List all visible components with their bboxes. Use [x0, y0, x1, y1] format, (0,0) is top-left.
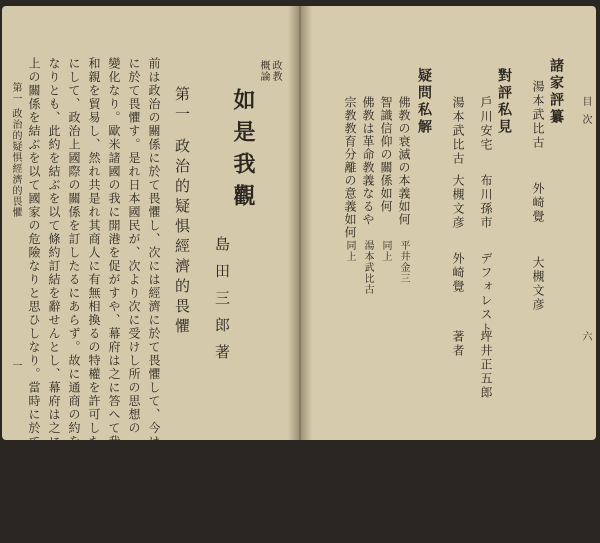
right-page-number: 六	[580, 331, 591, 342]
body-line: 變化なり。歐米諸國の我に開港を促がすや、幕府は之に答へて我國古來	[107, 57, 121, 489]
toc-entry: 著者	[451, 330, 465, 358]
toc-heading: 對評私見	[496, 68, 512, 136]
body-line: なりとも、此約を結ぶを以て條約訂結を辭せんとし、幕府は之に答へて我國政治	[47, 57, 61, 543]
toc-heading: 疑問私解	[416, 68, 432, 136]
toc-entry: 大槻文彦	[451, 174, 465, 230]
book-gutter	[288, 6, 312, 440]
left-page-number: 一	[10, 360, 21, 371]
body-line: に於て畏懼す。是れ日本國民が、次より次に受けし所の思想の	[127, 57, 141, 435]
toc-entry: 大槻文彦	[531, 256, 545, 312]
title-prefix-a: 政教	[270, 60, 281, 82]
article-title: 如是我觀	[230, 88, 256, 216]
toc-entry: 布川孫市	[479, 174, 493, 230]
title-prefix-b: 概論	[258, 60, 269, 82]
toc-entry: 湯本武比古	[531, 80, 545, 150]
toc-entry: 外崎覺	[531, 182, 545, 224]
author-name: 島田三郎著	[213, 236, 231, 371]
toc-entry-author: 湯本武比古	[362, 240, 373, 295]
toc-label: 目次	[580, 96, 591, 132]
body-line: 和親を貿易し、然れ共是れ其商人に有無相換るの特權を許可したる者	[87, 57, 101, 476]
toc-entry: デフォレスト	[479, 252, 493, 336]
toc-entry-author: 平井金三	[398, 240, 409, 284]
toc-heading: 諸家評纂	[548, 58, 564, 126]
body-line: 上の關係を結ぶを以て國家の危險なりと思ひしなり。當時に於ては我政治	[27, 57, 41, 503]
toc-entry: 湯本武比古	[451, 96, 465, 166]
body-line: にして、政治上國際の關係を訂したるにあらず。故に通商の約を結びて	[67, 57, 81, 489]
running-header: 第一 政治的疑惧經濟的畏懼	[10, 82, 21, 219]
toc-entry: 佛教の衰滅の本義如何	[397, 96, 411, 226]
toc-entry: 佛教は革命教義なるや	[361, 96, 375, 226]
section-number: 第一	[173, 86, 191, 126]
body-line: 前は政治の關係に於て畏懼し、次には經濟に於て畏懼して、今は人種宗教	[147, 57, 161, 503]
toc-entry: 外崎覺	[451, 252, 465, 294]
toc-entry: 戶川安宅	[479, 96, 493, 152]
section-title: 政治的疑惧經濟的畏懼	[173, 138, 191, 338]
toc-entry-author: 同上	[344, 240, 355, 262]
toc-entry-author: 同上	[380, 240, 391, 262]
toc-entry: 坪井正五郎	[479, 330, 493, 400]
toc-entry: 宗教教育分離の意義如何	[343, 96, 357, 239]
toc-entry: 智識信仰の關係如何	[379, 96, 393, 213]
